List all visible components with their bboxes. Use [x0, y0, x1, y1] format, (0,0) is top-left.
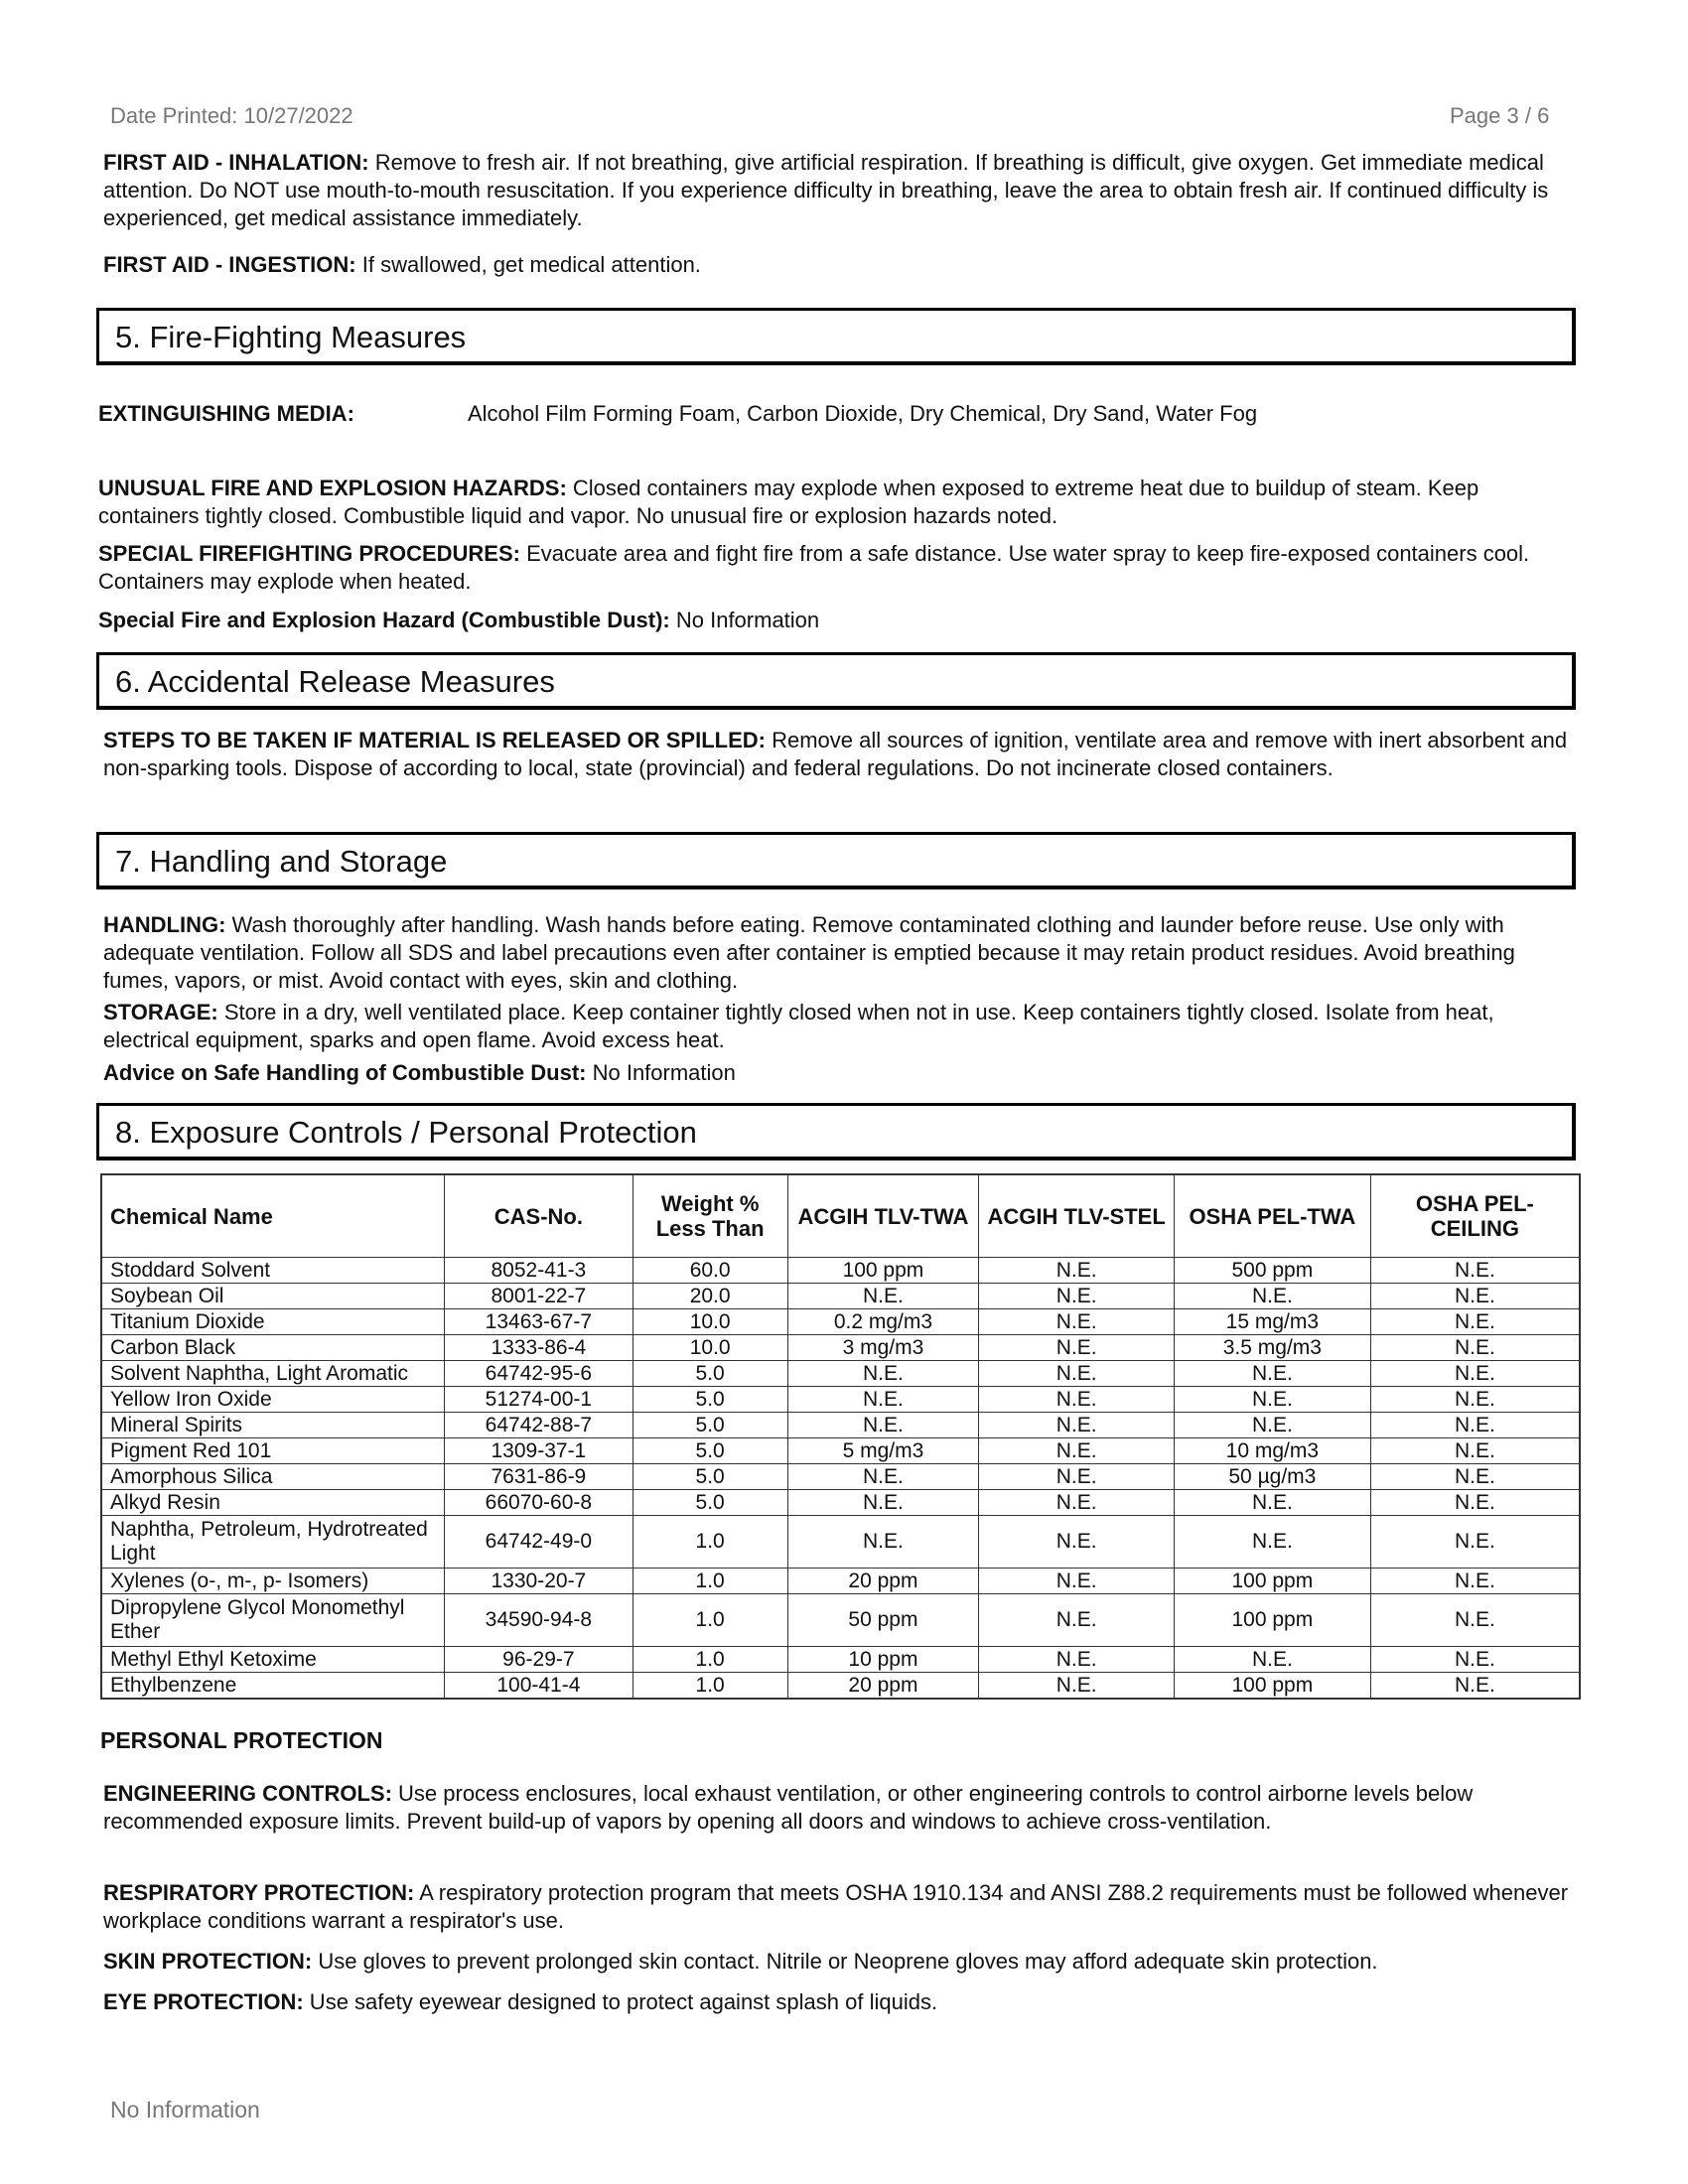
- table-cell: N.E.: [1370, 1490, 1580, 1516]
- engineering-controls: [103, 1780, 1573, 1836]
- first-aid-inhalation: [103, 149, 1573, 232]
- chemical-name-cell: Pigment Red 101: [101, 1438, 445, 1464]
- table-cell: 1333-86-4: [445, 1335, 633, 1361]
- skin-protection: [103, 1948, 1573, 1976]
- chemical-name-cell: Alkyd Resin: [101, 1490, 445, 1516]
- table-cell: N.E.: [979, 1335, 1175, 1361]
- chemical-name-cell: Yellow Iron Oxide: [101, 1387, 445, 1413]
- storage-label: STORAGE:: [103, 1000, 218, 1024]
- respiratory-protection-text: A respiratory protection program that meets OSHA 1910.134 and ANSI Z88.2 requirements must be followed whenever workplace conditions warrant a respirator's use.: [103, 1880, 1569, 1933]
- table-cell: 10.0: [633, 1335, 787, 1361]
- table-cell: N.E.: [1370, 1569, 1580, 1594]
- column-header: Weight % Less Than: [633, 1174, 787, 1258]
- date-printed: Date Printed: 10/27/2022: [110, 103, 353, 128]
- table-row: [101, 1258, 1580, 1284]
- table-cell: N.E.: [979, 1490, 1175, 1516]
- table-cell: N.E.: [787, 1490, 979, 1516]
- table-cell: 1309-37-1: [445, 1438, 633, 1464]
- unusual-hazards: [98, 475, 1568, 530]
- table-cell: 1.0: [633, 1673, 787, 1700]
- table-cell: N.E.: [1370, 1387, 1580, 1413]
- first-aid-ingestion: [103, 251, 1573, 279]
- table-cell: 20 ppm: [787, 1673, 979, 1700]
- table-row: [101, 1361, 1580, 1387]
- column-header: ACGIH TLV-STEL: [979, 1174, 1175, 1258]
- table-cell: N.E.: [1175, 1490, 1371, 1516]
- table-header-row: [101, 1174, 1580, 1258]
- table-row: [101, 1387, 1580, 1413]
- table-cell: 5.0: [633, 1464, 787, 1490]
- chemical-name-cell: Titanium Dioxide: [101, 1309, 445, 1335]
- table-cell: 5.0: [633, 1387, 787, 1413]
- table-row: [101, 1464, 1580, 1490]
- table-cell: N.E.: [1370, 1464, 1580, 1490]
- table-cell: 64742-88-7: [445, 1413, 633, 1438]
- storage-text: Store in a dry, well ventilated place. Keep container tightly closed when not in use. Keep containers tightly closed. Isolate from heat, electrical equipment, sparks and open flame. Avoid excess heat.: [103, 1000, 1494, 1052]
- storage: [103, 999, 1573, 1054]
- table-cell: N.E.: [979, 1516, 1175, 1569]
- handling: [103, 911, 1573, 995]
- section-8-title: 8. Exposure Controls / Personal Protection: [115, 1115, 697, 1150]
- table-cell: N.E.: [1175, 1284, 1371, 1309]
- table-cell: 100 ppm: [1175, 1569, 1371, 1594]
- combustible-dust-hazard-label: Special Fire and Explosion Hazard (Combustible Dust):: [98, 608, 670, 632]
- first-aid-inhalation-text: Remove to fresh air. If not breathing, give artificial respiration. If breathing is difficult, give oxygen. Get immediate medical attention. Do NOT use mouth-to-mouth resuscitation. If you experience difficulty in breathing, leave the area to obtain fresh air. If continued difficulty is experienced, get medical assistance immediately.: [103, 150, 1549, 230]
- eye-protection-text: Use safety eyewear designed to protect against splash of liquids.: [303, 1989, 938, 2014]
- table-cell: N.E.: [979, 1361, 1175, 1387]
- table-cell: 1.0: [633, 1516, 787, 1569]
- table-cell: 1.0: [633, 1594, 787, 1647]
- column-header: CAS-No.: [445, 1174, 633, 1258]
- table-cell: 1330-20-7: [445, 1569, 633, 1594]
- table-cell: 20.0: [633, 1284, 787, 1309]
- table-cell: 7631-86-9: [445, 1464, 633, 1490]
- table-cell: N.E.: [979, 1309, 1175, 1335]
- table-cell: 5.0: [633, 1490, 787, 1516]
- eye-protection: [103, 1988, 1573, 2016]
- table-cell: 96-29-7: [445, 1647, 633, 1673]
- table-cell: 5 mg/m3: [787, 1438, 979, 1464]
- combustible-dust-hazard: [98, 607, 1568, 634]
- chemical-name-cell: Xylenes (o-, m-, p- Isomers): [101, 1569, 445, 1594]
- table-cell: 51274-00-1: [445, 1387, 633, 1413]
- table-cell: N.E.: [1175, 1387, 1371, 1413]
- table-cell: 50 µg/m3: [1175, 1464, 1371, 1490]
- special-procedures-label: SPECIAL FIREFIGHTING PROCEDURES:: [98, 541, 520, 566]
- table-cell: N.E.: [1175, 1361, 1371, 1387]
- table-cell: N.E.: [979, 1413, 1175, 1438]
- section-5-title: 5. Fire-Fighting Measures: [115, 320, 467, 354]
- extinguishing-media-value: Alcohol Film Forming Foam, Carbon Dioxide, Dry Chemical, Dry Sand, Water Fog: [468, 401, 1258, 426]
- table-cell: 34590-94-8: [445, 1594, 633, 1647]
- table-cell: N.E.: [1175, 1516, 1371, 1569]
- table-cell: N.E.: [979, 1464, 1175, 1490]
- table-cell: N.E.: [1370, 1413, 1580, 1438]
- skin-protection-label: SKIN PROTECTION:: [103, 1949, 313, 1974]
- table-row: [101, 1516, 1580, 1569]
- table-cell: 100-41-4: [445, 1673, 633, 1700]
- table-cell: 5.0: [633, 1413, 787, 1438]
- table-cell: N.E.: [1370, 1647, 1580, 1673]
- chemical-name-cell: Soybean Oil: [101, 1284, 445, 1309]
- section-6-header: [96, 652, 1576, 710]
- section-8-header: [96, 1103, 1576, 1160]
- chemical-name-cell: Amorphous Silica: [101, 1464, 445, 1490]
- table-cell: N.E.: [1370, 1673, 1580, 1700]
- table-cell: 1.0: [633, 1647, 787, 1673]
- table-cell: 100 ppm: [1175, 1594, 1371, 1647]
- unusual-hazards-label: UNUSUAL FIRE AND EXPLOSION HAZARDS:: [98, 476, 567, 500]
- table-cell: 10 ppm: [787, 1647, 979, 1673]
- handling-label: HANDLING:: [103, 912, 226, 937]
- handling-text: Wash thoroughly after handling. Wash hands before eating. Remove contaminated clothing and launder before reuse. Use only with adequate ventilation. Follow all SDS and label precautions even after container is emptied because it may retain product residues. Avoid breathing fumes, vapors, or mist. Avoid contact with eyes, skin and clothing.: [103, 912, 1515, 993]
- table-row: [101, 1413, 1580, 1438]
- table-cell: N.E.: [787, 1284, 979, 1309]
- first-aid-ingestion-label: FIRST AID - INGESTION:: [103, 252, 356, 277]
- respiratory-protection-label: RESPIRATORY PROTECTION:: [103, 1880, 415, 1905]
- table-cell: 64742-95-6: [445, 1361, 633, 1387]
- column-header: OSHA PEL-TWA: [1175, 1174, 1371, 1258]
- table-cell: N.E.: [979, 1569, 1175, 1594]
- spill-steps-label: STEPS TO BE TAKEN IF MATERIAL IS RELEASED OR SPILLED:: [103, 728, 766, 752]
- table-row: [101, 1569, 1580, 1594]
- table-cell: 100 ppm: [787, 1258, 979, 1284]
- engineering-controls-label: ENGINEERING CONTROLS:: [103, 1781, 392, 1806]
- table-row: [101, 1594, 1580, 1647]
- table-cell: N.E.: [787, 1516, 979, 1569]
- table-cell: 8052-41-3: [445, 1258, 633, 1284]
- table-row: [101, 1335, 1580, 1361]
- column-header: Chemical Name: [101, 1174, 445, 1258]
- table-cell: 8001-22-7: [445, 1284, 633, 1309]
- table-cell: N.E.: [979, 1673, 1175, 1700]
- table-cell: 500 ppm: [1175, 1258, 1371, 1284]
- table-cell: N.E.: [1370, 1516, 1580, 1569]
- table-cell: 20 ppm: [787, 1569, 979, 1594]
- table-cell: N.E.: [787, 1361, 979, 1387]
- table-cell: N.E.: [787, 1413, 979, 1438]
- respiratory-protection: [103, 1879, 1573, 1935]
- table-cell: N.E.: [1370, 1284, 1580, 1309]
- table-cell: 1.0: [633, 1569, 787, 1594]
- table-cell: N.E.: [1370, 1438, 1580, 1464]
- table-cell: N.E.: [1370, 1594, 1580, 1647]
- table-cell: 60.0: [633, 1258, 787, 1284]
- table-cell: N.E.: [1370, 1361, 1580, 1387]
- column-header: OSHA PEL-CEILING: [1370, 1174, 1580, 1258]
- table-cell: N.E.: [979, 1258, 1175, 1284]
- chemical-name-cell: Methyl Ethyl Ketoxime: [101, 1647, 445, 1673]
- chemical-name-cell: Ethylbenzene: [101, 1673, 445, 1700]
- table-cell: 5.0: [633, 1438, 787, 1464]
- table-cell: 64742-49-0: [445, 1516, 633, 1569]
- chemical-name-cell: Stoddard Solvent: [101, 1258, 445, 1284]
- table-cell: 10.0: [633, 1309, 787, 1335]
- table-cell: N.E.: [979, 1647, 1175, 1673]
- table-cell: N.E.: [1370, 1258, 1580, 1284]
- dust-handling-advice: [103, 1059, 1573, 1087]
- first-aid-ingestion-text: If swallowed, get medical attention.: [355, 252, 701, 277]
- table-cell: N.E.: [979, 1438, 1175, 1464]
- table-cell: 0.2 mg/m3: [787, 1309, 979, 1335]
- table-cell: 13463-67-7: [445, 1309, 633, 1335]
- spill-steps: [103, 727, 1573, 782]
- chemical-name-cell: Mineral Spirits: [101, 1413, 445, 1438]
- exposure-table: [100, 1173, 1581, 1700]
- table-cell: N.E.: [979, 1594, 1175, 1647]
- table-row: [101, 1673, 1580, 1700]
- table-cell: 50 ppm: [787, 1594, 979, 1647]
- table-row: [101, 1647, 1580, 1673]
- table-cell: N.E.: [1370, 1335, 1580, 1361]
- table-cell: N.E.: [787, 1464, 979, 1490]
- table-cell: N.E.: [1175, 1413, 1371, 1438]
- section-7-title: 7. Handling and Storage: [115, 844, 448, 879]
- dust-handling-advice-text: No Information: [586, 1060, 736, 1085]
- table-row: [101, 1438, 1580, 1464]
- table-cell: N.E.: [787, 1387, 979, 1413]
- special-procedures: [98, 540, 1568, 596]
- table-cell: 66070-60-8: [445, 1490, 633, 1516]
- section-6-title: 6. Accidental Release Measures: [115, 664, 555, 699]
- table-cell: 100 ppm: [1175, 1673, 1371, 1700]
- personal-protection-heading: PERSONAL PROTECTION: [100, 1727, 383, 1753]
- first-aid-inhalation-label: FIRST AID - INHALATION:: [103, 150, 369, 175]
- page-number: Page 3 / 6: [1450, 103, 1550, 128]
- table-cell: 3 mg/m3: [787, 1335, 979, 1361]
- table-cell: N.E.: [1175, 1647, 1371, 1673]
- engineering-controls-text: Use process enclosures, local exhaust ventilation, or other engineering controls to control airborne levels below recommended exposure limits. Prevent build-up of vapors by opening all doors and windows to achieve cross-ventilation.: [103, 1781, 1474, 1834]
- chemical-name-cell: Solvent Naphtha, Light Aromatic: [101, 1361, 445, 1387]
- section-5-header: [96, 308, 1576, 365]
- table-cell: 15 mg/m3: [1175, 1309, 1371, 1335]
- table-cell: N.E.: [979, 1284, 1175, 1309]
- table-cell: 10 mg/m3: [1175, 1438, 1371, 1464]
- eye-protection-label: EYE PROTECTION:: [103, 1989, 304, 2014]
- extinguishing-media-label: EXTINGUISHING MEDIA:: [98, 401, 354, 426]
- chemical-name-cell: Dipropylene Glycol Monomethyl Ether: [101, 1594, 445, 1647]
- table-cell: 3.5 mg/m3: [1175, 1335, 1371, 1361]
- table-row: [101, 1284, 1580, 1309]
- dust-handling-advice-label: Advice on Safe Handling of Combustible Dust:: [103, 1060, 587, 1085]
- chemical-name-cell: Carbon Black: [101, 1335, 445, 1361]
- special-procedures-text: Evacuate area and fight fire from a safe distance. Use water spray to keep fire-exposed containers cool. Containers may explode when heated.: [98, 541, 1530, 594]
- table-cell: 5.0: [633, 1361, 787, 1387]
- table-row: [101, 1490, 1580, 1516]
- table-cell: N.E.: [979, 1387, 1175, 1413]
- column-header: ACGIH TLV-TWA: [787, 1174, 979, 1258]
- unusual-hazards-text: Closed containers may explode when exposed to extreme heat due to buildup of steam. Keep containers tightly closed. Combustible liquid and vapor. No unusual fire or explosion hazards noted.: [98, 476, 1479, 528]
- table-row: [101, 1309, 1580, 1335]
- footer-text: No Information: [110, 2097, 260, 2122]
- combustible-dust-hazard-text: No Information: [669, 608, 820, 632]
- chemical-name-cell: Naphtha, Petroleum, Hydrotreated Light: [101, 1516, 445, 1569]
- section-7-header: [96, 832, 1576, 889]
- skin-protection-text: Use gloves to prevent prolonged skin contact. Nitrile or Neoprene gloves may afford adequate skin protection.: [312, 1949, 1378, 1974]
- table-cell: N.E.: [1370, 1309, 1580, 1335]
- spill-steps-text: Remove all sources of ignition, ventilate area and remove with inert absorbent and non-sparking tools. Dispose of according to local, state (provincial) and federal regulations. Do not incinerate closed containers.: [103, 728, 1568, 780]
